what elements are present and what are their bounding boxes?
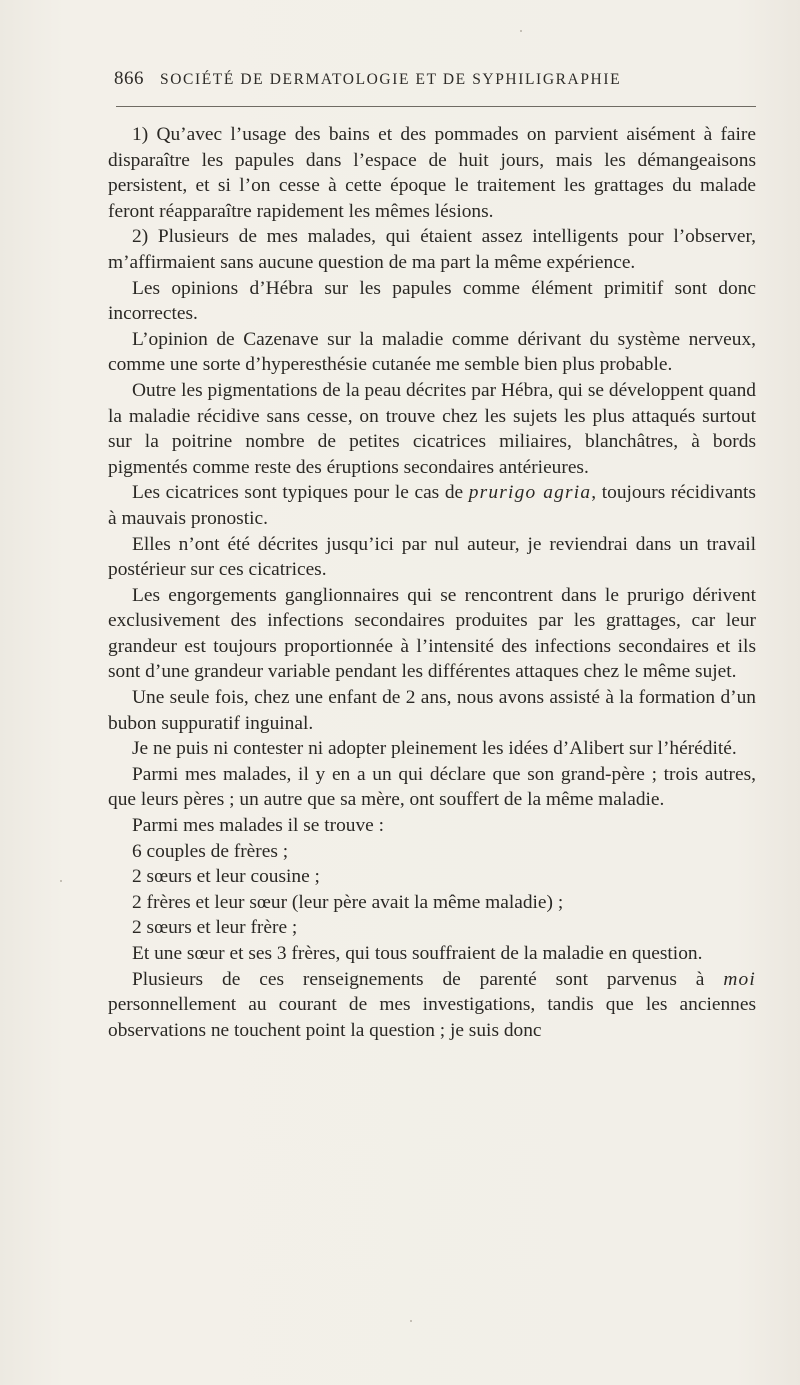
page-header [114,68,754,90]
paper-speck [520,30,522,32]
list-item: 2 frères et leur sœur (leur père avait la même maladie) ; [132,891,564,913]
running-title: SOCIÉTÉ DE DERMATOLOGIE ET DE SYPHILIGRAPHIE [160,71,622,88]
list-item: 6 couples de frères ; [132,840,289,862]
paragraph: 1) Qu’avec l’usage des bains et des pommades on parvient aisément à faire disparaître les papules dans l’espace de huit jours, mais les démangeaisons persistent, et si l’on cesse à cette époque le traitement les grattages du malade feront réapparaître rapidement les mêmes lésions. [108,124,756,222]
paragraph-text: Plusieurs de ces renseignements de parenté sont parvenus à [132,968,724,990]
list-item: 2 sœurs et leur cousine ; [132,866,320,888]
paragraph: Et une sœur et ses 3 frères, qui tous souffraient de la maladie en question. [132,943,703,964]
paragraph: Elles n’ont été décrites jusqu’ici par nul auteur, je reviendrai dans un travail postérieur sur ces cicatrices. [108,533,756,581]
paragraph [108,480,756,531]
italic-term: prurigo agria [468,482,592,504]
paragraph [108,967,756,1044]
paper-speck [410,1320,412,1322]
paragraph: Parmi mes malades, il y en a un qui déclare que son grand-père ; trois autres, que leurs pères ; un autre que sa mère, ont souffert de la même maladie. [108,763,756,811]
paragraph: Parmi mes malades il se trouve : [132,815,385,837]
body-text [108,122,756,1043]
list-item: 2 sœurs et leur frère ; [132,917,298,939]
paragraph: Je ne puis ni contester ni adopter pleinement les idées d’Alibert sur l’hérédité. [132,738,737,760]
italic-word: moi [723,968,756,990]
paragraph: Une seule fois, chez une enfant de 2 ans, nous avons assisté à la formation d’un bubon suppuratif inguinal. [108,687,756,734]
paragraph: Les engorgements ganglionnaires qui se rencontrent dans le prurigo dérivent exclusivement des infections secondaires produites par les grattages, car leur grandeur est toujours proportionnée à l’intensité des infections secondaires et ils sont d’une grandeur variable pendant les différentes attaques chez le même sujet. [108,584,756,683]
paragraph-text: personnellement au courant de mes investigations, tandis que les anciennes observations ne touchent point la question ; je suis donc [108,994,756,1041]
paragraph: Outre les pigmentations de la peau décrites par Hébra, qui se développent quand la maladie récidive sans cesse, on trouve chez les sujets les plus attaqués surtout sur la poitrine nombre de petites cicatrices miliaires, blanchâtres, à bords pigmentés comme reste des éruptions secondaires antérieures. [108,379,756,478]
paragraph: Les opinions d’Hébra sur les papules comme élément primitif sont donc incorrectes. [108,277,756,325]
paragraph: L’opinion de Cazenave sur la maladie comme dérivant du système nerveux, comme une sorte d’hyperesthésie cutanée me semble bien plus probable. [108,328,756,376]
page-number: 866 [114,68,144,89]
paragraph: 2) Plusieurs de mes malades, qui étaient assez intelligents pour l’observer, m’affirmaient sans aucune question de ma part la même expérience. [108,226,756,273]
paragraph-text: Les cicatrices sont typiques pour le cas de [132,482,469,504]
header-rule [116,106,756,107]
paper-speck [60,880,62,882]
paragraph-text: , toujours récidivants à mauvais pronostic. [108,482,756,529]
